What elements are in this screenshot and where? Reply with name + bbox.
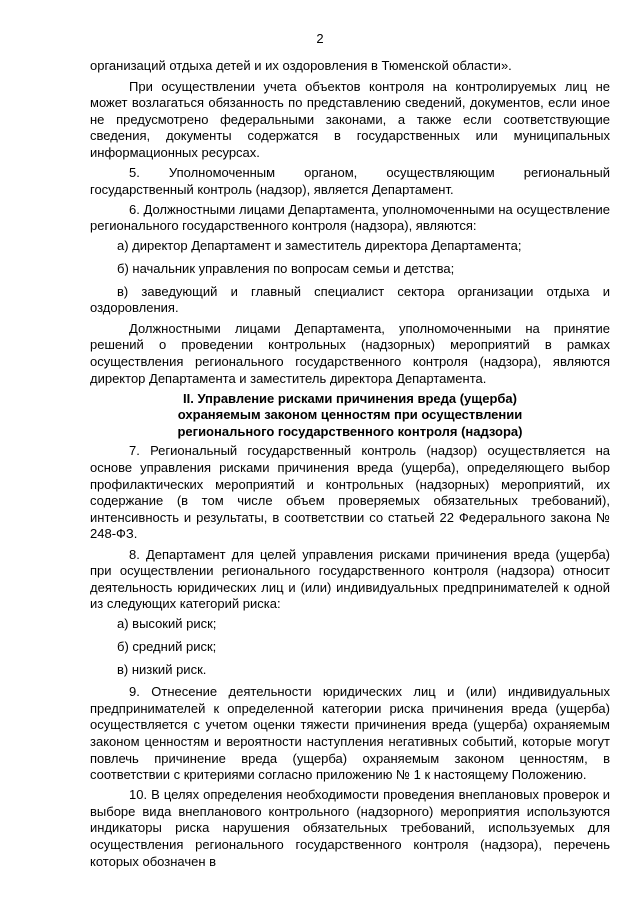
document-body	[90, 58, 610, 874]
paragraph-registry-docs: При осуществлении учета объектов контроля на контролируемых лиц не может возлагаться обязанность по представлению сведений, документов, если иное не предусмотрено федеральными законами, а также если соответствующие сведения, документы содержатся в государственных или муниципальных информационных ресурсах.	[90, 78, 610, 160]
list-item-6c: в) заведующий и главный специалист сектора организации отдыха и оздоровления.	[90, 283, 610, 316]
section-heading-risk-management	[90, 391, 610, 441]
paragraph-7-risk-based-control: 7. Региональный государственный контроль (надзор) осуществляется на основе управления рисками причинения вреда (ущерба), определяющего выбор профилактических мероприятий и контрольных (надзорных) мероприятий, их содержание (в том числе объем проверяемых обязательных требований), интенсивность и результаты, в соответствии со статьей 22 Федерального закона № 248-ФЗ.	[90, 443, 610, 542]
list-item-8b: б) средний риск;	[117, 639, 217, 654]
paragraph-continuation: организаций отдыха детей и их оздоровления в Тюменской области».	[90, 58, 512, 73]
paragraph-8-risk-categories: 8. Департамент для целей управления рисками причинения вреда (ущерба) при осуществлении регионального государственного контроля (надзора) относит деятельность юридических лиц и (или) индивидуальных предпринимателей к одной из следующих категорий риска:	[90, 546, 610, 612]
paragraph-10-risk-indicators: 10. В целях определения необходимости проведения внеплановых проверок и выборе вида внепланового контрольного (надзорного) мероприятия используются индикаторы риска нарушения обязательных требований, используемых для осуществления регионального государственного контроля (надзора), перечень которых обозначен в	[90, 787, 610, 869]
paragraph-5-authorized-body: 5. Уполномоченным органом, осуществляющим региональный государственный контроль (надзор), является Департамент.	[90, 165, 610, 197]
list-item-8c: в) низкий риск.	[117, 661, 207, 677]
list-item-6a: а) директор Департамент и заместитель директора Департамента;	[117, 238, 522, 254]
paragraph-decision-officials: Должностными лицами Департамента, уполномоченными на принятие решений о проведении контрольных (надзорных) мероприятий в рамках осуществления регионального государственного контроля (надзора), являются директор Департамента и заместитель директора Департамента.	[90, 320, 610, 386]
section-heading-line-2: охраняемым законом ценностям при осуществлении	[177, 407, 523, 423]
paragraph-9-risk-assignment: 9. Отнесение деятельности юридических лиц и (или) индивидуальных предпринимателей к определенной категории риска причинения вреда (ущерба) осуществляется с учетом оценки тяжести причинения вреда (ущерба) охраняемым законом ценностям и вероятности наступления негативных событий, которые могут повлечь причинение вреда (ущерба) охраняемым законом ценностям, в соответствии с критериями согласно приложению № 1 к настоящему Положению.	[90, 684, 610, 783]
list-item-8a: а) высокий риск;	[117, 616, 217, 632]
list-item-6b: б) начальник управления по вопросам семьи и детства;	[117, 261, 455, 277]
page-number: 2	[316, 31, 324, 46]
paragraph-6-officials: 6. Должностными лицами Департамента, уполномоченными на осуществление регионального государственного контроля (надзора), являются:	[90, 201, 610, 234]
section-heading-line-3: регионального государственного контроля (надзора)	[177, 423, 523, 439]
section-heading-line-1: II. Управление рисками причинения вреда (ущерба)	[183, 390, 517, 406]
